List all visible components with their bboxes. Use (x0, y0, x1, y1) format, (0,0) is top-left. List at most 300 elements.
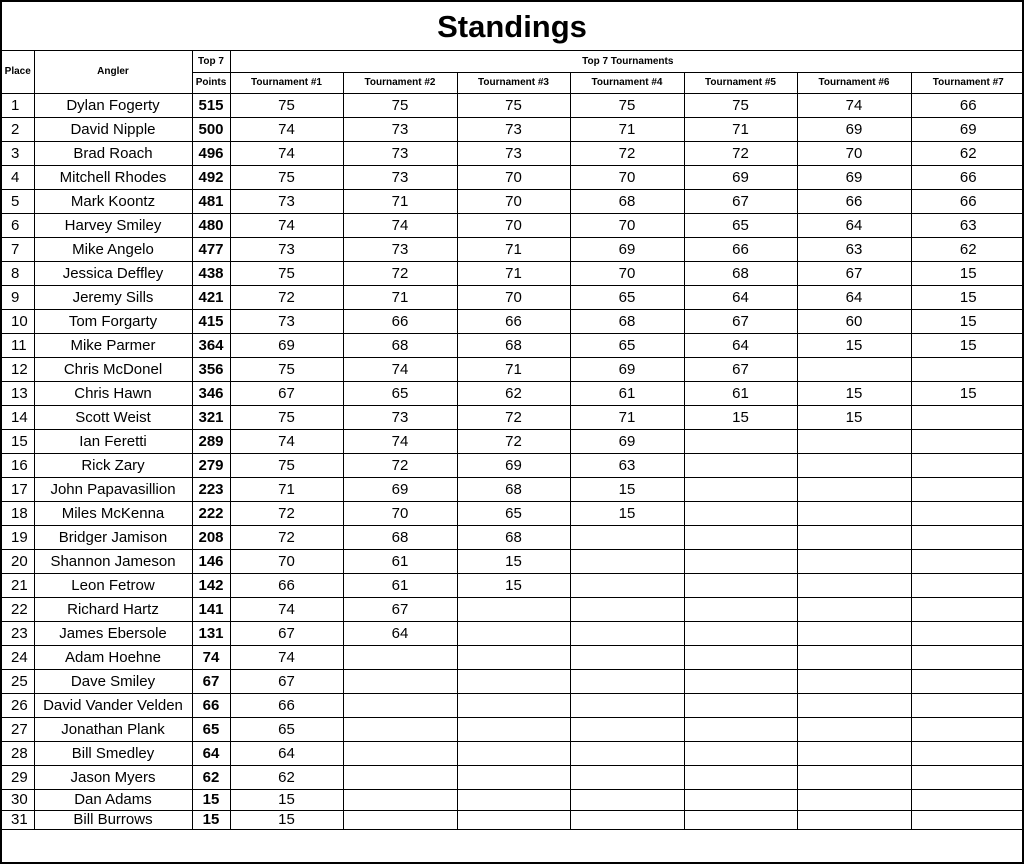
table-row (2, 453, 1024, 477)
score-cell-t3 (457, 693, 570, 717)
header-tournament-7: Tournament #7 (911, 72, 1024, 93)
angler-name: Dan Adams (34, 789, 192, 810)
score-cell-t5: 64 (684, 333, 797, 357)
header-tournament-5: Tournament #5 (684, 72, 797, 93)
score-cell-t4 (570, 525, 684, 549)
score-cell-t3: 65 (457, 501, 570, 525)
header-tournament-4: Tournament #4 (570, 72, 684, 93)
score-cell-t1: 75 (230, 405, 343, 429)
score-cell-t6: 63 (797, 237, 911, 261)
score-cell-t7 (911, 789, 1024, 810)
points-cell: 66 (192, 693, 230, 717)
score-cell-t2: 74 (343, 213, 457, 237)
score-cell-t1: 74 (230, 141, 343, 165)
score-cell-t4 (570, 789, 684, 810)
score-cell-t1: 66 (230, 693, 343, 717)
angler-name: Chris McDonel (34, 357, 192, 381)
header-tournament-2: Tournament #2 (343, 72, 457, 93)
points-cell: 515 (192, 93, 230, 117)
score-cell-t4 (570, 549, 684, 573)
table-row (2, 237, 1024, 261)
score-cell-t2 (343, 741, 457, 765)
score-cell-t3: 70 (457, 213, 570, 237)
score-cell-t7: 15 (911, 309, 1024, 333)
score-cell-t5: 69 (684, 165, 797, 189)
score-cell-t7 (911, 693, 1024, 717)
score-cell-t4: 15 (570, 501, 684, 525)
score-cell-t4: 69 (570, 357, 684, 381)
score-cell-t1: 71 (230, 477, 343, 501)
score-cell-t3: 72 (457, 429, 570, 453)
angler-name: James Ebersole (34, 621, 192, 645)
angler-name: Shannon Jameson (34, 549, 192, 573)
angler-name: Dave Smiley (34, 669, 192, 693)
score-cell-t2: 75 (343, 93, 457, 117)
score-cell-t2: 72 (343, 453, 457, 477)
score-cell-t4 (570, 597, 684, 621)
score-cell-t1: 75 (230, 357, 343, 381)
score-cell-t7 (911, 810, 1024, 829)
score-cell-t2: 73 (343, 405, 457, 429)
score-cell-t7: 15 (911, 381, 1024, 405)
score-cell-t2: 68 (343, 525, 457, 549)
angler-name: Jeremy Sills (34, 285, 192, 309)
score-cell-t1: 75 (230, 261, 343, 285)
score-cell-t6: 67 (797, 261, 911, 285)
score-cell-t6 (797, 810, 911, 829)
score-cell-t6 (797, 453, 911, 477)
score-cell-t5 (684, 597, 797, 621)
place-cell: 27 (2, 717, 34, 741)
score-cell-t1: 69 (230, 333, 343, 357)
score-cell-t6 (797, 357, 911, 381)
score-cell-t5: 67 (684, 189, 797, 213)
table-row (2, 765, 1024, 789)
table-row (2, 621, 1024, 645)
score-cell-t4: 70 (570, 213, 684, 237)
score-cell-t3: 68 (457, 477, 570, 501)
score-cell-t6 (797, 741, 911, 765)
score-cell-t7 (911, 357, 1024, 381)
points-cell: 321 (192, 405, 230, 429)
angler-name: Bill Burrows (34, 810, 192, 829)
score-cell-t6 (797, 693, 911, 717)
score-cell-t3 (457, 789, 570, 810)
score-cell-t2: 72 (343, 261, 457, 285)
place-cell: 12 (2, 357, 34, 381)
score-cell-t1: 64 (230, 741, 343, 765)
score-cell-t5: 61 (684, 381, 797, 405)
place-cell: 1 (2, 93, 34, 117)
score-cell-t2: 65 (343, 381, 457, 405)
score-cell-t6: 69 (797, 165, 911, 189)
score-cell-t2: 71 (343, 285, 457, 309)
score-cell-t3 (457, 645, 570, 669)
place-cell: 6 (2, 213, 34, 237)
score-cell-t5 (684, 453, 797, 477)
score-cell-t2 (343, 789, 457, 810)
angler-name: Harvey Smiley (34, 213, 192, 237)
score-cell-t3 (457, 669, 570, 693)
score-cell-t5 (684, 501, 797, 525)
score-cell-t7: 66 (911, 189, 1024, 213)
header-tournaments-group: Top 7 Tournaments (230, 51, 1024, 72)
score-cell-t4 (570, 810, 684, 829)
header-angler: Angler (34, 51, 192, 93)
score-cell-t7: 15 (911, 333, 1024, 357)
place-cell: 18 (2, 501, 34, 525)
place-cell: 26 (2, 693, 34, 717)
angler-name: Jason Myers (34, 765, 192, 789)
table-row (2, 477, 1024, 501)
table-row (2, 261, 1024, 285)
place-cell: 3 (2, 141, 34, 165)
points-cell: 492 (192, 165, 230, 189)
score-cell-t5: 67 (684, 357, 797, 381)
place-cell: 9 (2, 285, 34, 309)
score-cell-t1: 75 (230, 93, 343, 117)
score-cell-t5: 72 (684, 141, 797, 165)
place-cell: 21 (2, 573, 34, 597)
table-row (2, 189, 1024, 213)
angler-name: Chris Hawn (34, 381, 192, 405)
points-cell: 289 (192, 429, 230, 453)
place-cell: 8 (2, 261, 34, 285)
score-cell-t6 (797, 621, 911, 645)
score-cell-t4: 70 (570, 261, 684, 285)
angler-name: Mark Koontz (34, 189, 192, 213)
score-cell-t4: 72 (570, 141, 684, 165)
score-cell-t1: 73 (230, 237, 343, 261)
table-row (2, 810, 1024, 829)
score-cell-t6 (797, 573, 911, 597)
score-cell-t1: 72 (230, 525, 343, 549)
table-row (2, 357, 1024, 381)
score-cell-t1: 67 (230, 381, 343, 405)
place-cell: 24 (2, 645, 34, 669)
place-cell: 28 (2, 741, 34, 765)
score-cell-t7: 66 (911, 93, 1024, 117)
score-cell-t7 (911, 453, 1024, 477)
points-cell: 500 (192, 117, 230, 141)
score-cell-t7: 66 (911, 165, 1024, 189)
score-cell-t1: 73 (230, 309, 343, 333)
page-title: Standings (2, 2, 1022, 51)
angler-name: Miles McKenna (34, 501, 192, 525)
score-cell-t2: 64 (343, 621, 457, 645)
angler-name: Rick Zary (34, 453, 192, 477)
score-cell-t2 (343, 810, 457, 829)
header-tournament-3: Tournament #3 (457, 72, 570, 93)
score-cell-t6 (797, 501, 911, 525)
points-cell: 142 (192, 573, 230, 597)
angler-name: Ian Feretti (34, 429, 192, 453)
place-cell: 2 (2, 117, 34, 141)
points-cell: 415 (192, 309, 230, 333)
score-cell-t1: 73 (230, 189, 343, 213)
place-cell: 13 (2, 381, 34, 405)
score-cell-t7 (911, 477, 1024, 501)
score-cell-t7 (911, 597, 1024, 621)
place-cell: 11 (2, 333, 34, 357)
angler-name: Tom Forgarty (34, 309, 192, 333)
angler-name: Scott Weist (34, 405, 192, 429)
score-cell-t5 (684, 573, 797, 597)
score-cell-t6: 70 (797, 141, 911, 165)
table-row (2, 285, 1024, 309)
header-place: Place (2, 51, 34, 93)
score-cell-t7: 63 (911, 213, 1024, 237)
score-cell-t5 (684, 693, 797, 717)
angler-name: Mike Angelo (34, 237, 192, 261)
score-cell-t5: 71 (684, 117, 797, 141)
score-cell-t6 (797, 429, 911, 453)
score-cell-t7 (911, 621, 1024, 645)
score-cell-t5: 15 (684, 405, 797, 429)
score-cell-t2: 67 (343, 597, 457, 621)
score-cell-t7: 62 (911, 141, 1024, 165)
score-cell-t6 (797, 765, 911, 789)
score-cell-t5 (684, 765, 797, 789)
score-cell-t1: 66 (230, 573, 343, 597)
points-cell: 65 (192, 717, 230, 741)
score-cell-t3: 72 (457, 405, 570, 429)
score-cell-t1: 67 (230, 621, 343, 645)
points-cell: 131 (192, 621, 230, 645)
table-row (2, 525, 1024, 549)
score-cell-t5 (684, 810, 797, 829)
points-cell: 141 (192, 597, 230, 621)
score-cell-t4: 61 (570, 381, 684, 405)
score-cell-t5: 68 (684, 261, 797, 285)
standings-table (2, 51, 1024, 830)
score-cell-t5: 67 (684, 309, 797, 333)
score-cell-t3: 15 (457, 549, 570, 573)
table-row (2, 213, 1024, 237)
score-cell-t6: 60 (797, 309, 911, 333)
score-cell-t5 (684, 669, 797, 693)
place-cell: 5 (2, 189, 34, 213)
score-cell-t3: 70 (457, 165, 570, 189)
score-cell-t1: 72 (230, 285, 343, 309)
points-cell: 279 (192, 453, 230, 477)
score-cell-t7 (911, 573, 1024, 597)
header-row-group (2, 51, 1024, 72)
table-row (2, 381, 1024, 405)
standings-body (2, 93, 1024, 829)
score-cell-t5: 75 (684, 93, 797, 117)
score-cell-t1: 74 (230, 597, 343, 621)
points-cell: 146 (192, 549, 230, 573)
score-cell-t6: 66 (797, 189, 911, 213)
score-cell-t1: 74 (230, 213, 343, 237)
score-cell-t5 (684, 741, 797, 765)
score-cell-t5 (684, 525, 797, 549)
score-cell-t7 (911, 765, 1024, 789)
points-cell: 480 (192, 213, 230, 237)
score-cell-t4: 68 (570, 189, 684, 213)
score-cell-t1: 15 (230, 789, 343, 810)
table-row (2, 501, 1024, 525)
score-cell-t6: 15 (797, 381, 911, 405)
score-cell-t3 (457, 765, 570, 789)
score-cell-t2: 61 (343, 549, 457, 573)
angler-name: Bridger Jamison (34, 525, 192, 549)
score-cell-t3: 71 (457, 357, 570, 381)
score-cell-t5: 64 (684, 285, 797, 309)
score-cell-t5 (684, 717, 797, 741)
header-points-line1: Top 7 (192, 51, 230, 72)
score-cell-t5 (684, 477, 797, 501)
place-cell: 31 (2, 810, 34, 829)
score-cell-t4 (570, 645, 684, 669)
table-row (2, 93, 1024, 117)
score-cell-t1: 67 (230, 669, 343, 693)
score-cell-t1: 15 (230, 810, 343, 829)
score-cell-t4 (570, 741, 684, 765)
score-cell-t2 (343, 645, 457, 669)
table-row (2, 597, 1024, 621)
points-cell: 208 (192, 525, 230, 549)
points-cell: 421 (192, 285, 230, 309)
score-cell-t6: 15 (797, 405, 911, 429)
score-cell-t7: 69 (911, 117, 1024, 141)
score-cell-t2 (343, 765, 457, 789)
score-cell-t4 (570, 765, 684, 789)
score-cell-t7 (911, 405, 1024, 429)
points-cell: 346 (192, 381, 230, 405)
angler-name: Brad Roach (34, 141, 192, 165)
table-row (2, 645, 1024, 669)
score-cell-t3: 73 (457, 141, 570, 165)
angler-name: Mitchell Rhodes (34, 165, 192, 189)
angler-name: Adam Hoehne (34, 645, 192, 669)
score-cell-t1: 70 (230, 549, 343, 573)
place-cell: 22 (2, 597, 34, 621)
score-cell-t4 (570, 573, 684, 597)
score-cell-t3 (457, 810, 570, 829)
angler-name: Jonathan Plank (34, 717, 192, 741)
score-cell-t7 (911, 741, 1024, 765)
score-cell-t6: 64 (797, 213, 911, 237)
score-cell-t3: 70 (457, 189, 570, 213)
points-cell: 74 (192, 645, 230, 669)
score-cell-t2: 74 (343, 429, 457, 453)
score-cell-t3: 69 (457, 453, 570, 477)
points-cell: 496 (192, 141, 230, 165)
score-cell-t6 (797, 477, 911, 501)
table-row (2, 549, 1024, 573)
score-cell-t3: 62 (457, 381, 570, 405)
score-cell-t2: 69 (343, 477, 457, 501)
points-cell: 481 (192, 189, 230, 213)
place-cell: 30 (2, 789, 34, 810)
score-cell-t6 (797, 645, 911, 669)
score-cell-t7 (911, 501, 1024, 525)
place-cell: 16 (2, 453, 34, 477)
place-cell: 4 (2, 165, 34, 189)
score-cell-t1: 75 (230, 453, 343, 477)
score-cell-t1: 72 (230, 501, 343, 525)
score-cell-t1: 74 (230, 117, 343, 141)
score-cell-t5 (684, 789, 797, 810)
place-cell: 17 (2, 477, 34, 501)
score-cell-t1: 75 (230, 165, 343, 189)
angler-name: Bill Smedley (34, 741, 192, 765)
score-cell-t6: 15 (797, 333, 911, 357)
table-row (2, 309, 1024, 333)
points-cell: 15 (192, 789, 230, 810)
place-cell: 29 (2, 765, 34, 789)
score-cell-t2: 71 (343, 189, 457, 213)
score-cell-t6: 74 (797, 93, 911, 117)
score-cell-t7 (911, 645, 1024, 669)
score-cell-t4: 69 (570, 237, 684, 261)
points-cell: 67 (192, 669, 230, 693)
score-cell-t1: 62 (230, 765, 343, 789)
table-row (2, 717, 1024, 741)
score-cell-t3: 70 (457, 285, 570, 309)
score-cell-t6 (797, 549, 911, 573)
points-cell: 223 (192, 477, 230, 501)
points-cell: 438 (192, 261, 230, 285)
score-cell-t1: 65 (230, 717, 343, 741)
score-cell-t7 (911, 549, 1024, 573)
score-cell-t4: 65 (570, 333, 684, 357)
score-cell-t4: 70 (570, 165, 684, 189)
score-cell-t3: 73 (457, 117, 570, 141)
table-row (2, 669, 1024, 693)
score-cell-t7 (911, 525, 1024, 549)
score-cell-t3: 71 (457, 237, 570, 261)
score-cell-t3: 71 (457, 261, 570, 285)
angler-name: Richard Hartz (34, 597, 192, 621)
score-cell-t7: 62 (911, 237, 1024, 261)
table-row (2, 741, 1024, 765)
score-cell-t5 (684, 429, 797, 453)
table-row (2, 165, 1024, 189)
score-cell-t2: 74 (343, 357, 457, 381)
angler-name: John Papavasillion (34, 477, 192, 501)
points-cell: 15 (192, 810, 230, 829)
angler-name: David Nipple (34, 117, 192, 141)
score-cell-t2: 73 (343, 237, 457, 261)
score-cell-t4: 71 (570, 405, 684, 429)
score-cell-t4: 69 (570, 429, 684, 453)
score-cell-t7: 15 (911, 261, 1024, 285)
place-cell: 15 (2, 429, 34, 453)
place-cell: 14 (2, 405, 34, 429)
score-cell-t4: 71 (570, 117, 684, 141)
score-cell-t1: 74 (230, 645, 343, 669)
table-row (2, 117, 1024, 141)
table-row (2, 789, 1024, 810)
points-cell: 64 (192, 741, 230, 765)
score-cell-t6 (797, 525, 911, 549)
score-cell-t3: 68 (457, 525, 570, 549)
place-cell: 25 (2, 669, 34, 693)
points-cell: 364 (192, 333, 230, 357)
score-cell-t2: 73 (343, 117, 457, 141)
score-cell-t4: 75 (570, 93, 684, 117)
place-cell: 10 (2, 309, 34, 333)
score-cell-t4 (570, 621, 684, 645)
angler-name: Leon Fetrow (34, 573, 192, 597)
score-cell-t2 (343, 717, 457, 741)
points-cell: 62 (192, 765, 230, 789)
score-cell-t4: 15 (570, 477, 684, 501)
score-cell-t7 (911, 669, 1024, 693)
